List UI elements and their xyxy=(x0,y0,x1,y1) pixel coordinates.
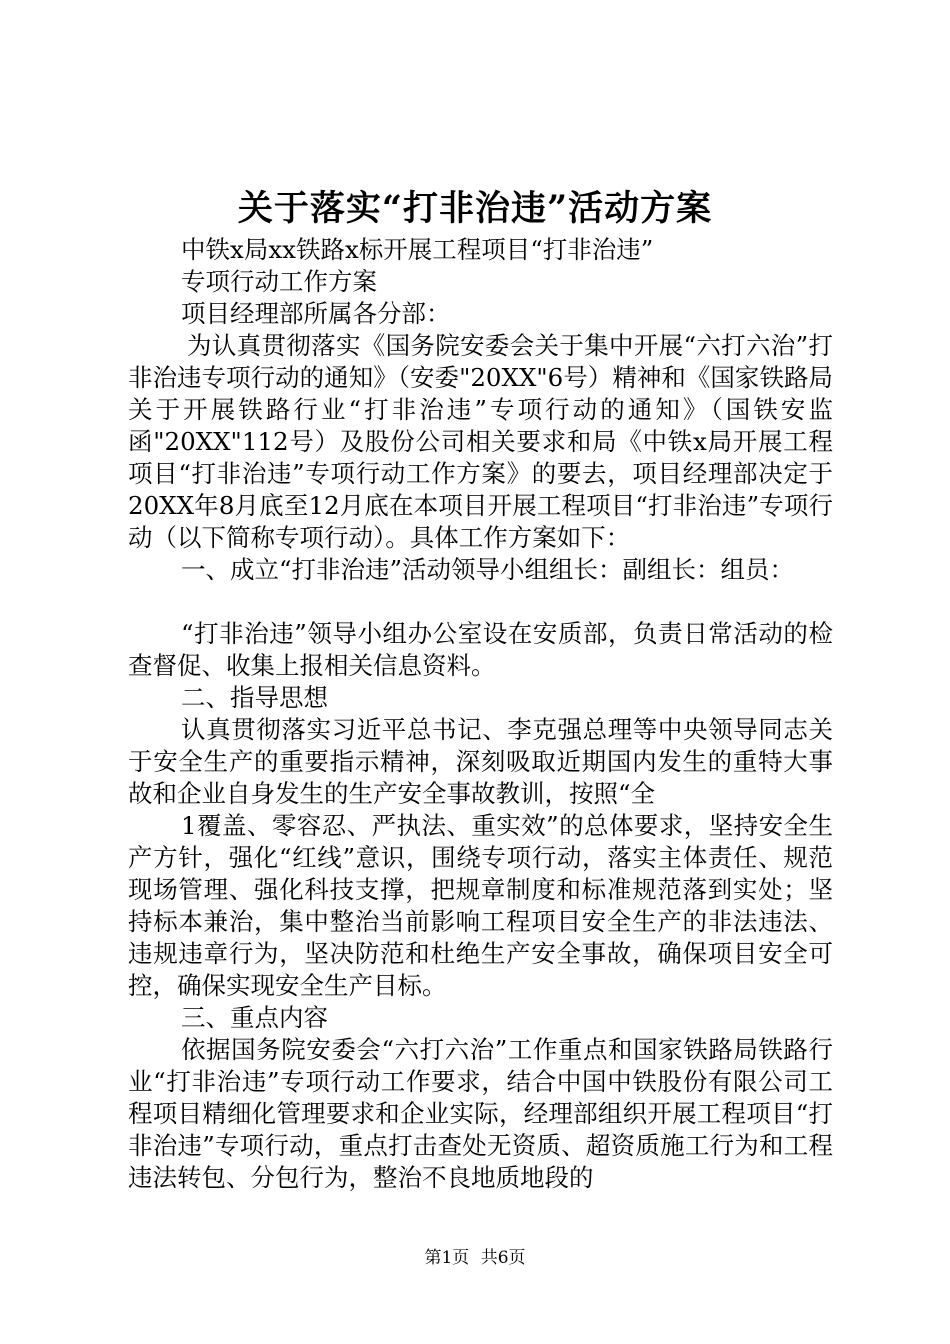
document-body xyxy=(128,234,833,1194)
blank-line xyxy=(128,586,833,618)
paragraph-salutation: 项目经理部所属各分部： xyxy=(181,299,451,328)
paragraph-subtitle-2: 专项行动工作方案 xyxy=(181,267,377,296)
paragraph-guiding-2: 1覆盖、零容忍、严执法、重实效”的总体要求，坚持安全生产方针，强化“红线”意识，围绕专项行动，落实主体责任、规范现场管理、强化科技支撑，把规章制度和标准规范落到实处；坚持标本兼治，集中整治当前影响工程项目安全生产的非法违法、违规违章行为，坚决防范和杜绝生产安全事故，确保项目安全可控，确保实现安全生产目标。 xyxy=(128,811,833,1000)
paragraph-guiding-1: 认真贯彻落实习近平总书记、李克强总理等中央领导同志关于安全生产的重要指示精神，深刻吸取近期国内发生的重特大事故和企业自身发生的生产安全事故教训，按照“全 xyxy=(128,715,833,808)
paragraph-subtitle-1: 中铁x局xx铁路x标开展工程项目“打非治违” xyxy=(181,235,654,264)
paragraph-section-2-heading: 二、指导思想 xyxy=(181,683,328,712)
page-total: 共6页 xyxy=(480,1248,526,1268)
paragraph-section-3-heading: 三、重点内容 xyxy=(181,1003,328,1032)
paragraph-key-content: 依据国务院安委会“六打六治”工作重点和国家铁路局铁路行业“打非治违”专项行动工作要求，结合中国中铁股份有限公司工程项目精细化管理要求和企业实际，经理部组织开展工程项目“打非治违”专项行动，重点打击查处无资质、超资质施工行为和工程违法转包、分包行为，整治不良地质地段的 xyxy=(128,1035,833,1192)
page-footer xyxy=(0,1246,950,1270)
document-title: 关于落实“打非治违”活动方案 xyxy=(237,188,713,229)
paragraph-office: “打非治违”领导小组办公室设在安质部，负责日常活动的检查督促、收集上报相关信息资料。 xyxy=(128,619,833,680)
paragraph-section-1-heading: 一、成立“打非治违”活动领导小组组长：副组长：组员： xyxy=(181,555,795,584)
page-number: 第1页 xyxy=(424,1248,470,1268)
paragraph-intro: 为认真贯彻落实《国务院安委会关于集中开展“六打六治”打非治违专项行动的通知》（安委"20XX"6号）精神和《国家铁路局关于开展铁路行业“打非治违”专项行动的通知》（国铁安监函"20XX"112号）及股份公司相关要求和局《中铁x局开展工程项目“打非治违”专项行动工作方案》的要去，项目经理部决定于20XX年8月底至12月底在本项目开展工程项目“打非治违”专项行动（以下简称专项行动）。具体工作方案如下： xyxy=(128,331,833,552)
